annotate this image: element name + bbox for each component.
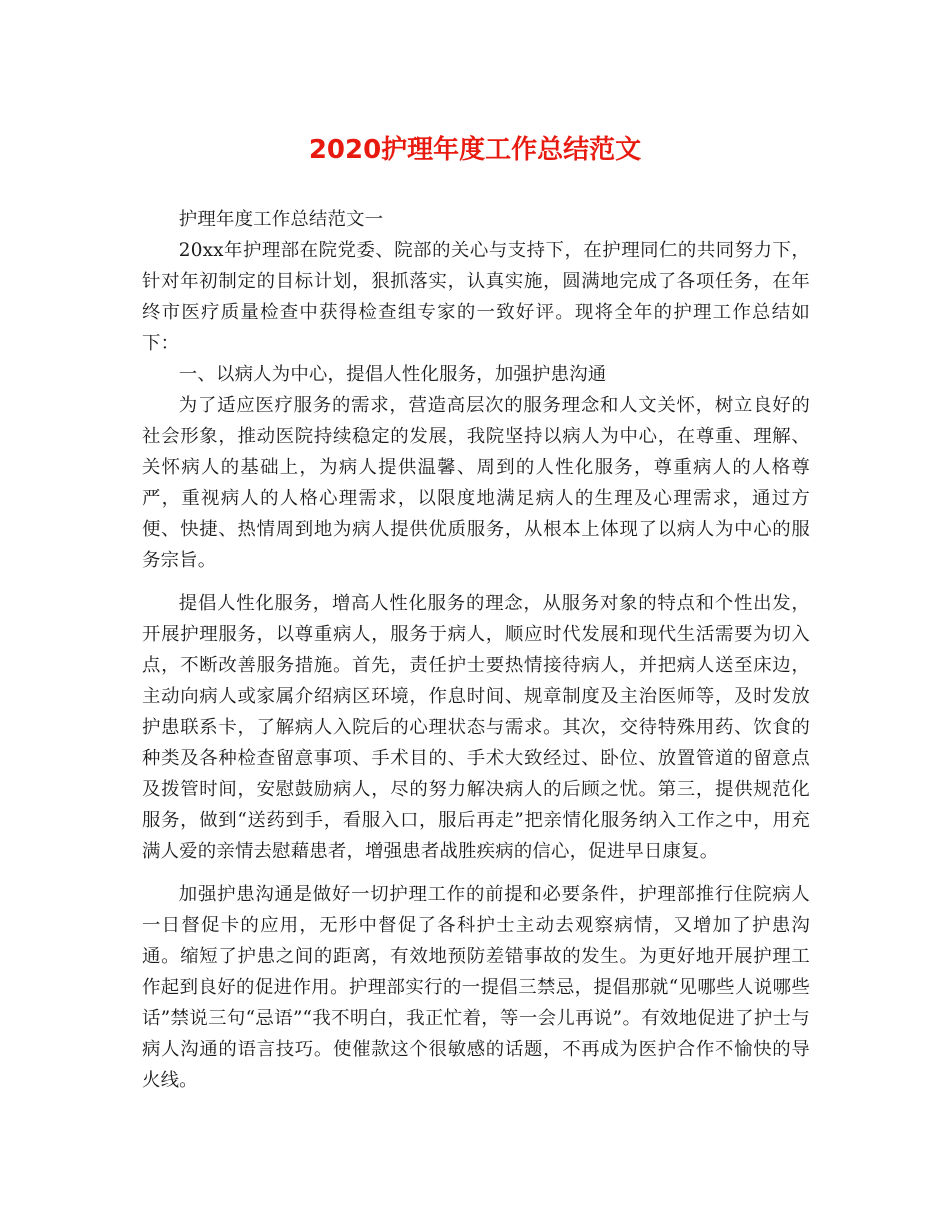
paragraph-patient-centered: 为了适应医疗服务的需求，营造高层次的服务理念和人文关怀，树立良好的社会形象，推动医院持续稳定的发展，我院坚持以病人为中心，在尊重、理解、关怀病人的基础上，为病人提供温馨、周到的人性化服务，尊重病人的人格尊严，重视病人的人格心理需求，以限度地满足病人的生理及心理需求，通过方便、快捷、热情周到地为病人提供优质服务，从根本上体现了以病人为中心的服务宗旨。 [142,395,810,571]
section-subtitle: 护理年度工作总结范文一 [178,209,384,230]
document-title: 2020护理年度工作总结范文 [308,135,642,165]
paragraph-intro: 20xx年护理部在院党委、院部的关心与支持下，在护理同仁的共同努力下，针对年初制定的目标计划，狠抓落实，认真实施，圆满地完成了各项任务，在年终市医疗质量检查中获得检查组专家的一致好评。现将全年的护理工作总结如下： [142,240,810,354]
paragraph-humanized-service: 提倡人性化服务，增高人性化服务的理念，从服务对象的特点和个性出发，开展护理服务，以尊重病人，服务于病人，顺应时代发展和现代生活需要为切入点，不断改善服务措施。首先，责任护士要热情接待病人，并把病人送至床边，主动向病人或家属介绍病区环境，作息时间、规章制度及主治医师等，及时发放护患联系卡，了解病人入院后的心理状态与需求。其次，交待特殊用药、饮食的种类及各种检查留意事项、手术目的、手术大致经过、卧位、放置管道的留意点及拨管时间，安慰鼓励病人，尽的努力解决病人的后顾之忧。第三，提供规范化服务，做到“送药到手，看服入口，服后再走”把亲情化服务纳入工作之中，用充满人爱的亲情去慰藉患者，增强患者战胜疾病的信心，促进早日康复。 [142,593,810,862]
section-heading: 一、以病人为中心，提倡人性化服务，加强护患沟通 [178,364,607,385]
document-body [142,204,810,1096]
paragraph-communication: 加强护患沟通是做好一切护理工作的前提和必要条件，护理部推行住院病人一日督促卡的应用，无形中督促了各科护士主动去观察病情，又增加了护患沟通。缩短了护患之间的距离，有效地预防差错事故的发生。为更好地开展护理工作起到良好的促进作用。护理部实行的一提倡三禁忌，提倡那就“见哪些人说哪些话”禁说三句“忌语”“我不明白，我正忙着，等一会儿再说”。有效地促进了护士与病人沟通的语言技巧。使催款这个很敏感的话题，不再成为医护合作不愉快的导火线。 [142,884,810,1091]
